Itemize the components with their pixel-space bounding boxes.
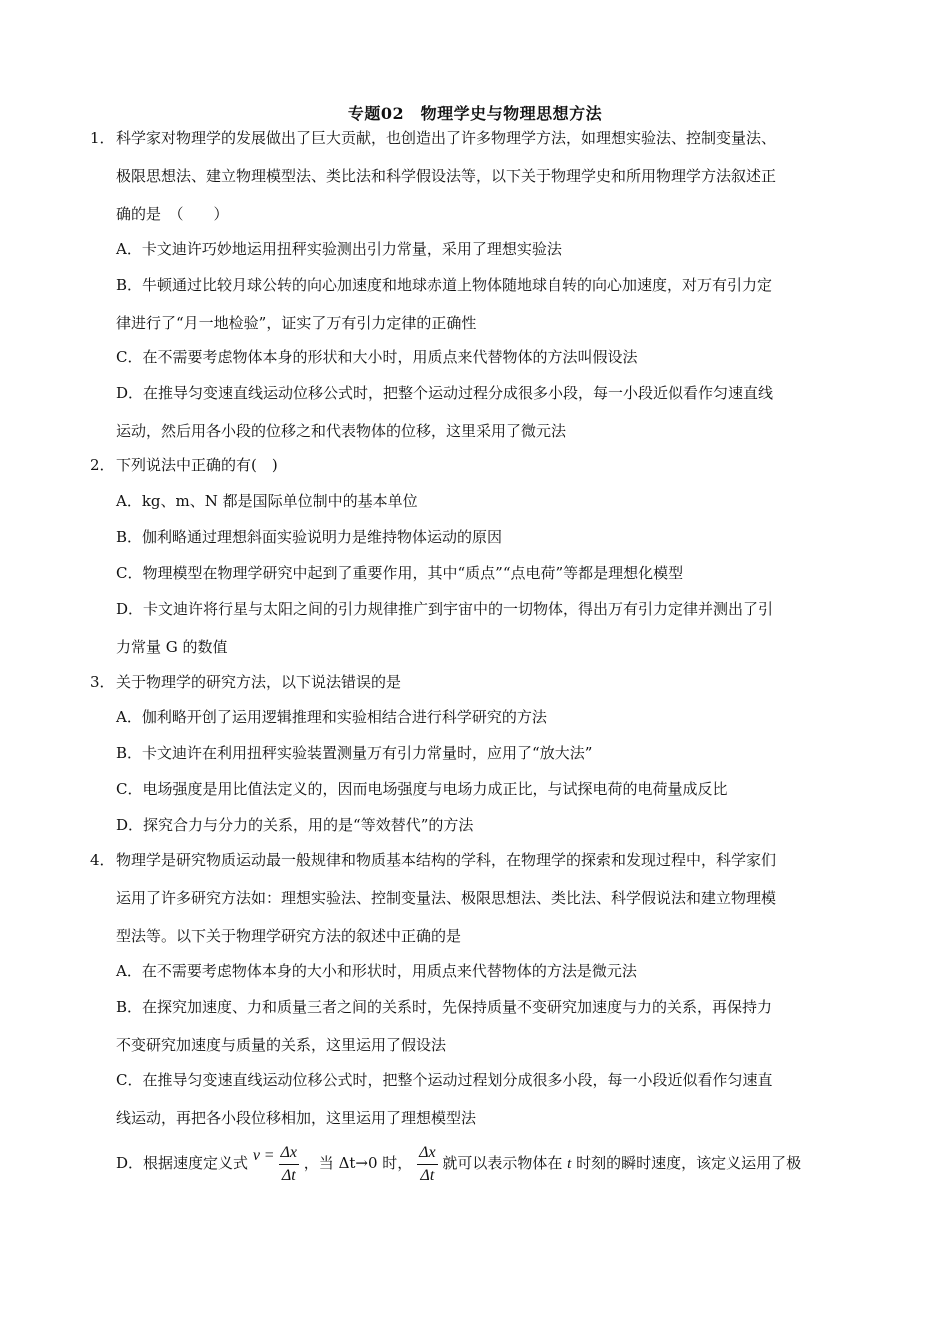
q3-option-c: C．电场强度是用比值法定义的，因而电场强度与电场力成正比，与试探电荷的电荷量成反比 (116, 780, 728, 798)
q2-option-d-line2: 力常量 G 的数值 (116, 638, 228, 656)
q4-option-c-line2: 线运动，再把各小段位移相加，这里运用了理想模型法 (116, 1109, 477, 1127)
q4-option-d-post1: 就可以表示物体在 (442, 1154, 563, 1172)
q1-stem-line3: 确的是 （ ） (116, 205, 229, 223)
q3-option-b: B．卡文迪许在利用扭秤实验装置测量万有引力常量时，应用了“放大法” (116, 744, 593, 762)
q4-option-d-line1 (116, 1140, 801, 1187)
q4-option-d-post2: 时刻的瞬时速度，该定义运用了极 (576, 1154, 802, 1172)
page-title: 专题02 物理学史与物理思想方法 (347, 104, 603, 123)
velocity-definition-fraction (279, 1142, 300, 1187)
q3-stem (90, 672, 401, 692)
q4-stem-line1 (90, 850, 776, 870)
time-symbol: t (567, 1156, 572, 1172)
q1-option-d-line2: 运动，然后用各小段的位移之和代表物体的位移，这里采用了微元法 (116, 422, 567, 440)
q1-option-c: C．在不需要考虑物体本身的形状和大小时，用质点来代替物体的方法叫假设法 (116, 348, 638, 366)
q2-option-d-line1: D．卡文迪许将行星与太阳之间的引力规律推广到宇宙中的一切物体，得出万有引力定律并测出了引 (116, 600, 774, 618)
q1-stem-line1 (90, 128, 776, 148)
limit-fraction (417, 1142, 438, 1187)
equals-sign: = (264, 1147, 274, 1164)
velocity-symbol: v (252, 1147, 260, 1164)
q4-number: 4． (90, 851, 115, 869)
q2-number: 2． (90, 456, 115, 474)
fraction-denominator: Δt (281, 1166, 296, 1184)
q1-stem-text1: 科学家对物理学的发展做出了巨大贡献，也创造出了许多物理学方法，如理想实验法、控制变量法、 (116, 129, 777, 147)
q3-option-d: D．探究合力与分力的关系，用的是“等效替代”的方法 (116, 816, 474, 834)
limit-fraction-numerator: Δx (417, 1142, 438, 1165)
q3-stem-text: 关于物理学的研究方法，以下说法错误的是 (116, 673, 402, 691)
q4-option-a: A．在不需要考虑物体本身的大小和形状时，用质点来代替物体的方法是微元法 (116, 962, 637, 980)
q1-option-a: A．卡文迪许巧妙地运用扭秤实验测出引力常量，采用了理想实验法 (116, 240, 562, 258)
q1-number: 1． (90, 129, 115, 147)
q2-option-b: B．伽利略通过理想斜面实验说明力是维持物体运动的原因 (116, 528, 503, 546)
q3-option-a: A．伽利略开创了运用逻辑推理和实验相结合进行科学研究的方法 (116, 708, 547, 726)
q2-stem (90, 455, 278, 475)
q4-option-d-middle: ，当 Δt→0 时， (303, 1154, 413, 1172)
q1-option-b-line2: 律进行了“月一地检验”，证实了万有引力定律的正确性 (116, 314, 477, 332)
q4-option-b-line2: 不变研究加速度与质量的关系，这里运用了假设法 (116, 1036, 447, 1054)
q1-option-d-line1: D．在推导匀变速直线运动位移公式时，把整个运动过程分成很多小段，每一小段近似看作匀速直线 (116, 384, 774, 402)
q4-option-d-prefix: D．根据速度定义式 (116, 1154, 249, 1172)
q1-stem-line2: 极限思想法、建立物理模型法、类比法和科学假设法等，以下关于物理学史和所用物理学方法叙述正 (116, 167, 777, 185)
q4-stem-line3: 型法等。以下关于物理学研究方法的叙述中正确的是 (116, 927, 462, 945)
q4-option-c-line1: C．在推导匀变速直线运动位移公式时，把整个运动过程划分成很多小段，每一小段近似看作匀速直 (116, 1071, 773, 1089)
q4-stem-text1: 物理学是研究物质运动最一般规律和物质基本结构的学科，在物理学的探索和发现过程中，科学家们 (116, 851, 777, 869)
fraction-numerator: Δx (279, 1142, 300, 1165)
q2-stem-text: 下列说法中正确的有( ) (116, 456, 278, 474)
q2-option-a: A．kg、m、N 都是国际单位制中的基本单位 (116, 492, 418, 510)
q1-option-b-line1: B．牛顿通过比较月球公转的向心加速度和地球赤道上物体随地球自转的向心加速度，对万有引力定 (116, 276, 773, 294)
q2-option-c: C．物理模型在物理学研究中起到了重要作用，其中“质点”“点电荷”等都是理想化模型 (116, 564, 684, 582)
q4-stem-line2: 运用了许多研究方法如：理想实验法、控制变量法、极限思想法、类比法、科学假说法和建立物理模 (116, 889, 777, 907)
q4-option-b-line1: B．在探究加速度、力和质量三者之间的关系时，先保持质量不变研究加速度与力的关系，再保持力 (116, 998, 773, 1016)
q3-number: 3． (90, 673, 115, 691)
limit-fraction-denominator: Δt (420, 1166, 435, 1184)
